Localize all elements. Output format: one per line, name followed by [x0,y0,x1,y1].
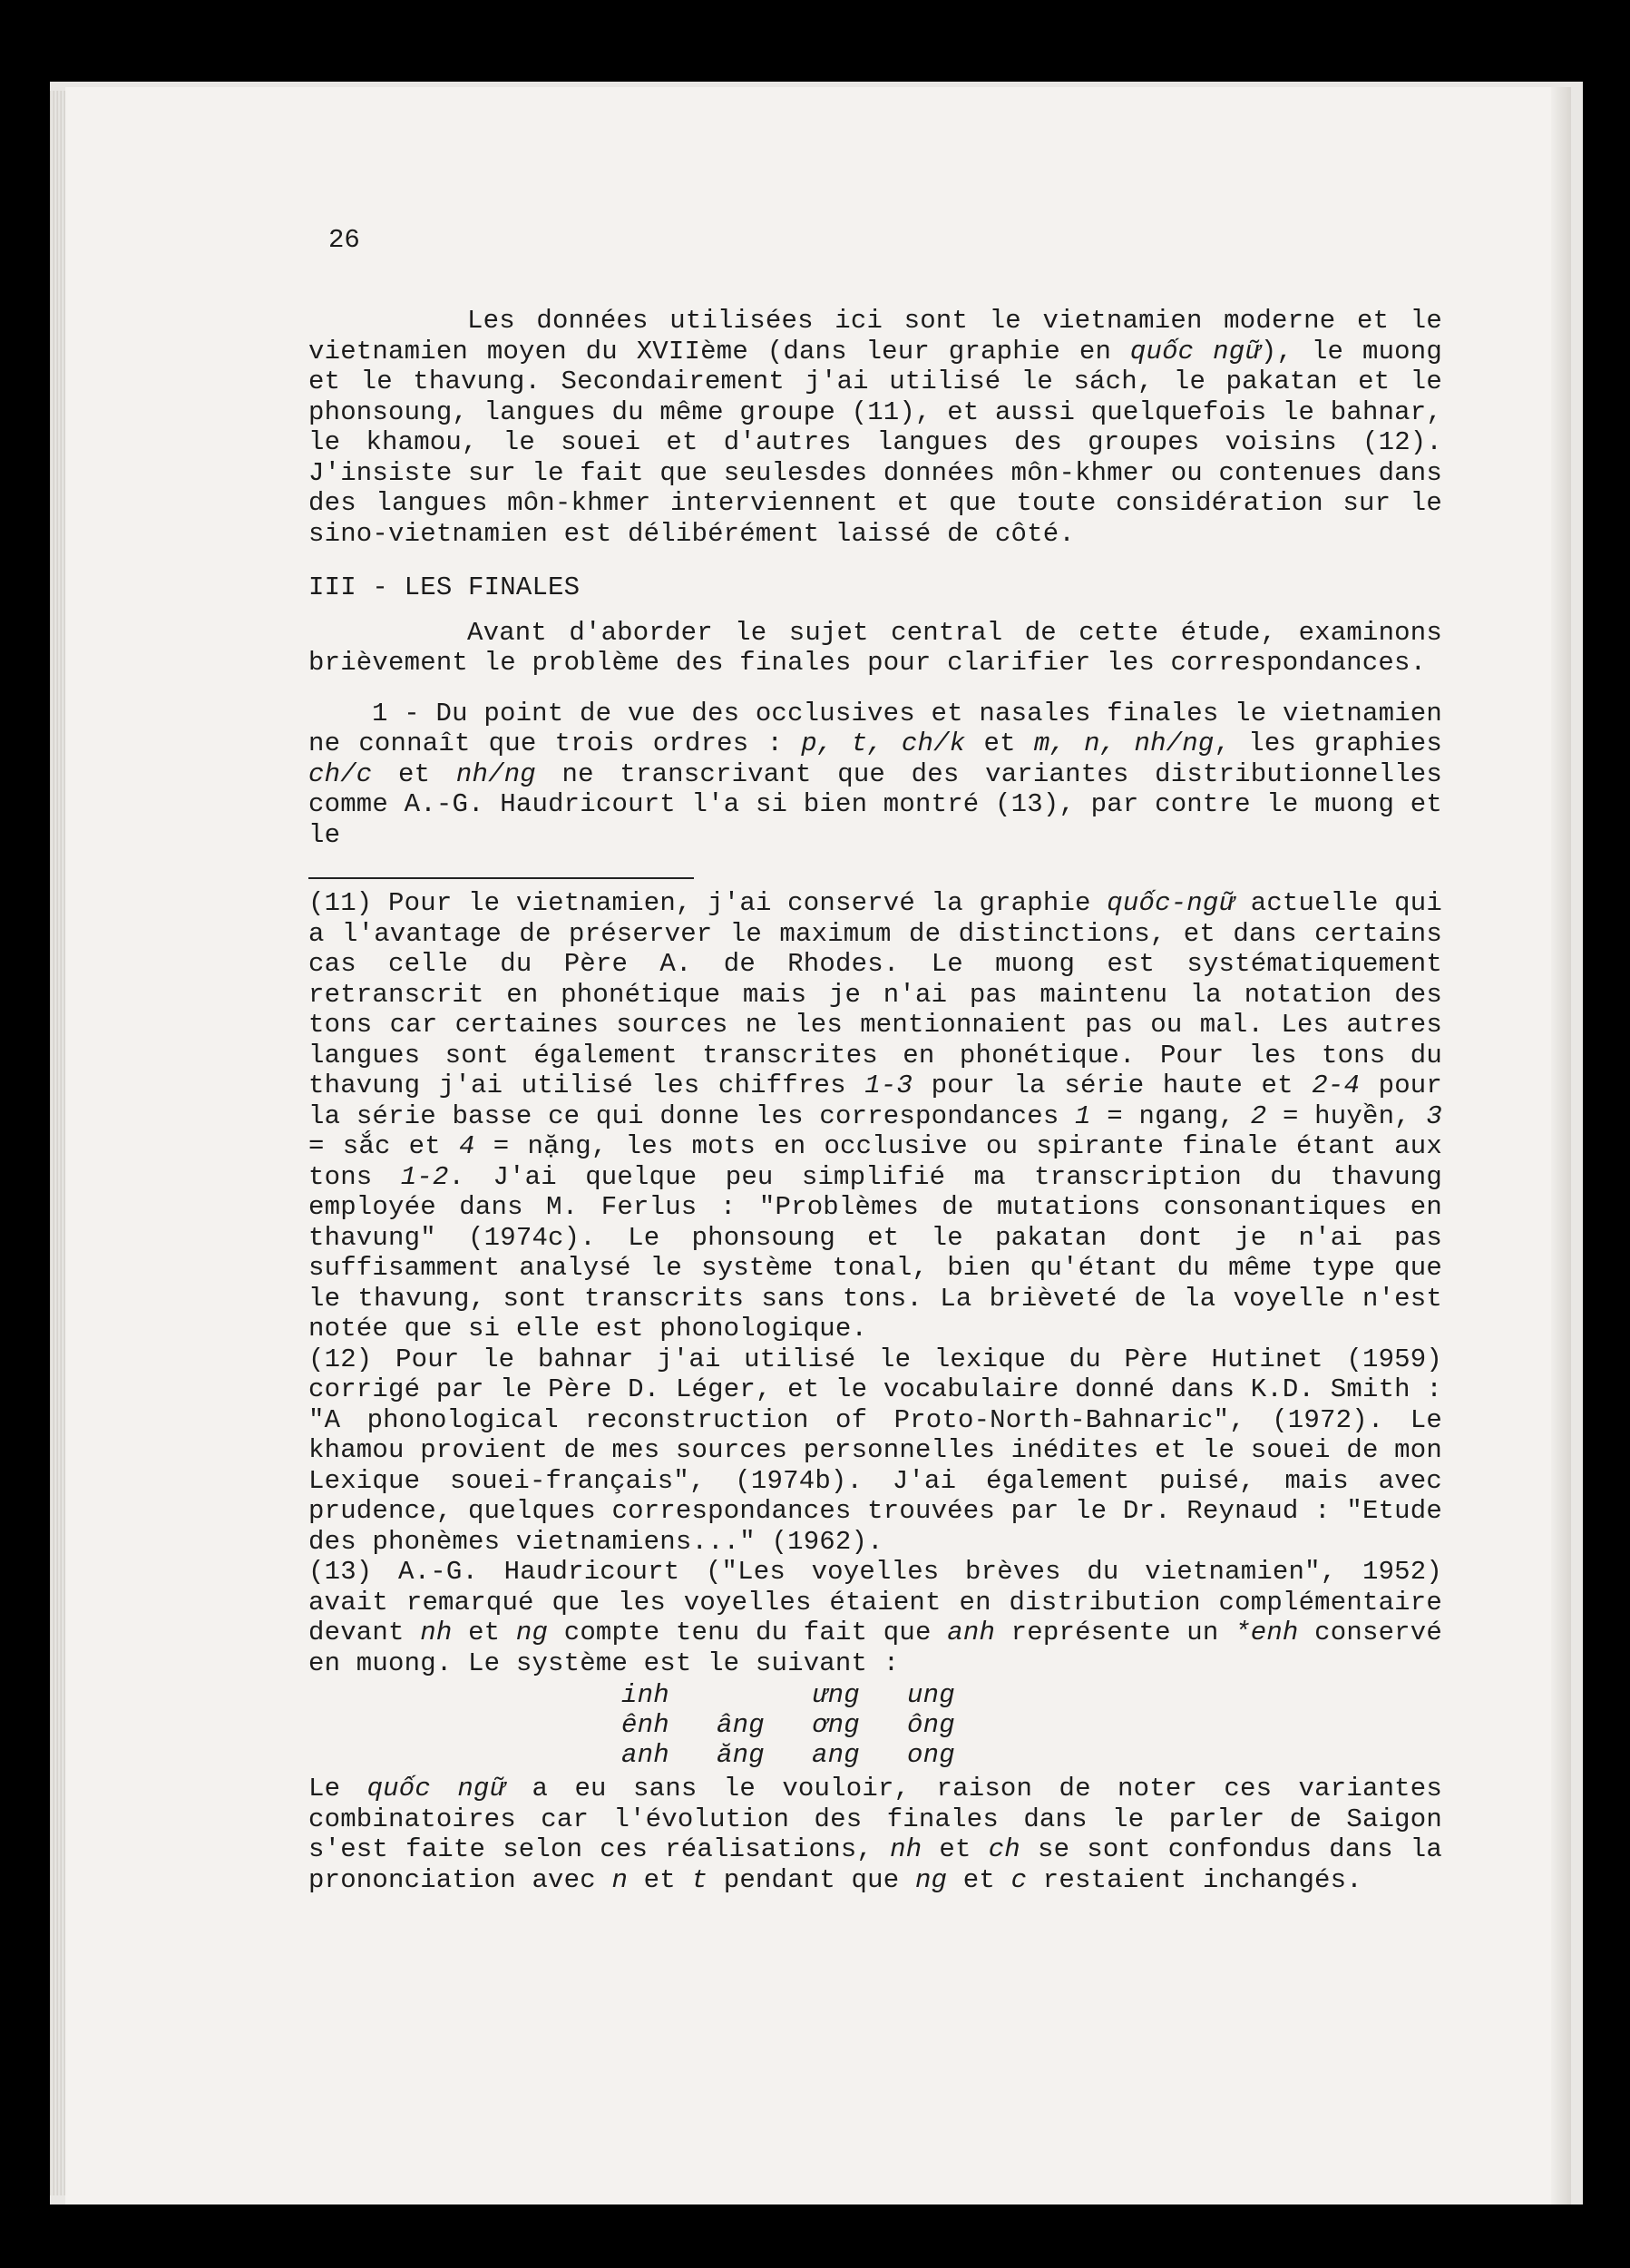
table-cell: ông [907,1710,955,1740]
table-cell: âng [717,1710,765,1740]
footnote-13: (13) A.-G. Haudricourt ("Les voyelles brèves du vietnamien", 1952) avait remarqué que les voyelles étaient en distribution complémentaire devant nh et ng compte tenu du fait que anh représente un *enh conservé en muong. Le système est le suivant : [308,1557,1442,1678]
point-1-paragraph: 1 - Du point de vue des occlusives et nasales finales le vietnamien ne connaît que trois ordres : p, t, ch/k et m, n, nh/ng, les graphies ch/c et nh/ng ne transcrivant que des variantes distributionnelles comme A.-G. Haudricourt l'a si bien montré (13), par contre le muong et le [308,698,1442,850]
table-cell: ưng [812,1680,860,1710]
footnote-separator [308,877,694,879]
table-cell: ung [907,1680,955,1710]
page-content [308,204,1442,1895]
vowel-finals-table [621,1680,1442,1770]
footnotes [308,888,1442,1895]
table-cell: anh [621,1740,669,1770]
section-heading: III - LES FINALES [308,572,581,602]
table-cell: ênh [621,1710,669,1740]
footnote-11: (11) Pour le vietnamien, j'ai conservé la graphie quốc-ngữ actuelle qui a l'avantage de préserver le maximum de distinctions, et dans certains cas celle du Père A. de Rhodes. Le muong est systématiquement retranscrit en phonétique mais je n'ai pas maintenu la notation des tons car certaines sources ne les mentionnaient pas ou mal. Les autres langues sont également transcrites en phonétique. Pour les tons du thavung j'ai utilisé les chiffres 1-3 pour la série haute et 2-4 pour la série basse ce qui donne les correspondances 1 = ngang, 2 = huyền, 3 = sắc et 4 = nặng, les mots en occlusive ou spirante finale étant aux tons 1-2. J'ai quelque peu simplifié ma transcription du thavung employée dans M. Ferlus : "Problèmes de mutations consonantiques en thavung" (1974c). Le phonsoung et le pakatan dont je n'ai pas suffisamment analysé le système tonal, bien qu'étant du même type que le thavung, sont transcrits sans tons. La brièveté de la voyelle n'est notée que si elle est phonologique. [308,888,1443,1344]
section-intro-paragraph: Avant d'aborder le sujet central de cette étude, examinons brièvement le problème des finales pour clarifier les correspondances. [308,617,1442,678]
footnote-12: (12) Pour le bahnar j'ai utilisé le lexique du Père Hutinet (1959) corrigé par le Père D. Léger, et le vocabulaire donné dans K.D. Smith : "A phonological reconstruction of Proto-North-Bahnaric", (1972). Le khamou provient de mes sources personnelles inédites et le souei de mon Lexique souei-français", (1974b). J'ai également puisé, mais avec prudence, quelques correspondances trouvées par le Dr. Reynaud : "Etude des phonèmes vietnamiens..." (1962). [308,1344,1442,1557]
page-gutter [1551,87,1571,2204]
intro-paragraph: Les données utilisées ici sont le vietnamien moderne et le vietnamien moyen du XVIIème (dans leur graphie en quốc ngữ), le muong et le thavung. Secondairement j'ai utilisé le sách, le pakatan et le phonsoung, langues du même groupe (11), et aussi quelquefois le bahnar, le khamou, le souei et d'autres langues des groupes voisins (12). J'insiste sur le fait que seulesdes données môn-khmer ou contenues dans des langues môn-khmer interviennent et que toute considération sur le sino-vietnamien est délibérément laissé de côté. [308,306,1442,549]
page-number: 26 [328,225,360,255]
table-cell: ang [812,1740,860,1770]
table-cell: ơng [812,1710,860,1740]
table-cell: ong [907,1740,955,1770]
table-cell: inh [621,1680,669,1710]
footnote-13-continued: Le quốc ngữ a eu sans le vouloir, raison de noter ces variantes combinatoires car l'évolution des finales dans le parler de Saigon s'est faite selon ces réalisations, nh et ch se sont confondus dans la prononciation avec n et t pendant que ng et c restaient inchangés. [308,1774,1442,1895]
table-cell: ăng [717,1740,765,1770]
